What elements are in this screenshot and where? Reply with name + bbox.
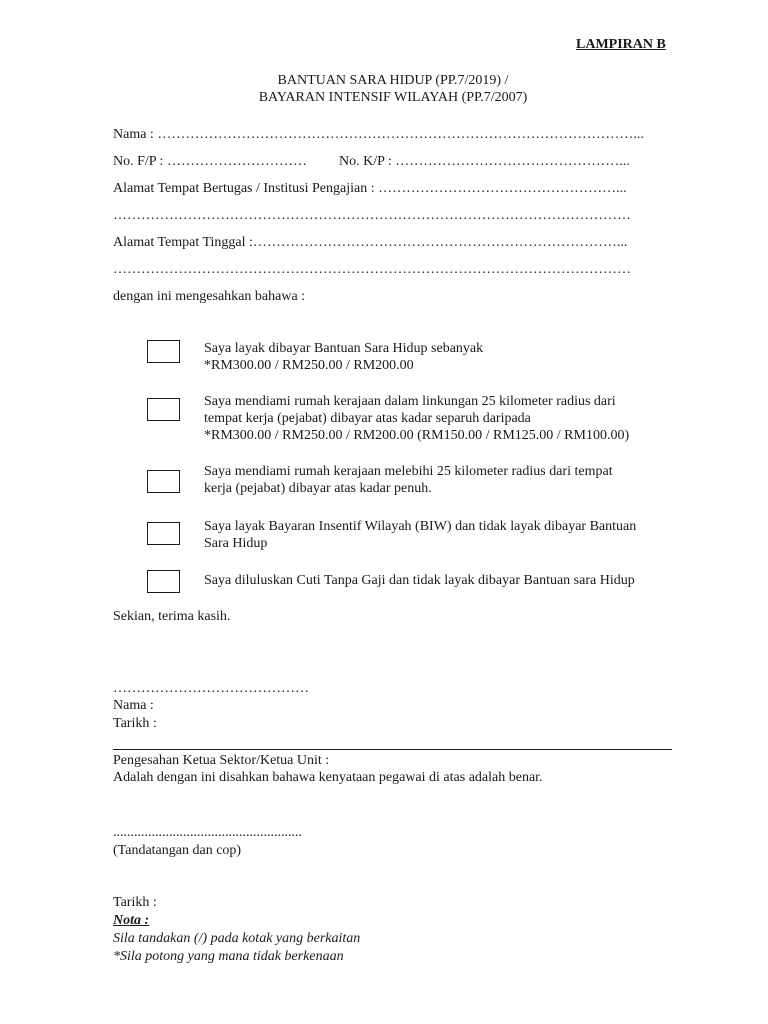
option-line: kerja (pejabat) dibayar atas kadar penuh. [204, 481, 432, 496]
pengesahan-heading: Pengesahan Ketua Sektor/Ketua Unit : [113, 753, 330, 768]
option-text-penuh [204, 463, 672, 497]
field-no-fp: No. F/P : ………………………… [113, 154, 307, 169]
option-text-biw [204, 518, 672, 552]
option-line: tempat kerja (pejabat) dibayar atas kadar separuh daripada [204, 411, 531, 426]
nota-label: Nota : [113, 913, 150, 928]
nota-line2: *Sila potong yang mana tidak berkenaan [113, 949, 344, 964]
nota-line1: Sila tandakan (/) pada kotak yang berkaitan [113, 931, 361, 946]
option-text-separuh [204, 393, 672, 444]
option-line: Saya diluluskan Cuti Tanpa Gaji dan tidak layak dibayar Bantuan sara Hidup [204, 573, 635, 588]
lampiran-label: LAMPIRAN B [576, 37, 666, 52]
option-checkbox-ctg[interactable] [147, 570, 180, 593]
option-checkbox-penuh[interactable] [147, 470, 180, 493]
option-line: Sara Hidup [204, 536, 268, 551]
intro-text: dengan ini mengesahkan bahawa : [113, 289, 306, 304]
form-title-line2: BAYARAN INTENSIF WILAYAH (PP.7/2007) [258, 90, 528, 105]
field-alamat-tinggal-cont: ………………………………………………………………………………………………… [113, 262, 631, 277]
option-checkbox-bsh[interactable] [147, 340, 180, 363]
pengesahan-signature-dots: ...................................................... [113, 825, 302, 840]
option-line: Saya layak Bayaran Insentif Wilayah (BIW) dan tidak layak dibayar Bantuan [204, 519, 637, 534]
form-title-line1: BANTUAN SARA HIDUP (PP.7/2019) / [277, 73, 509, 88]
option-text-ctg [204, 572, 672, 589]
option-text-bsh [204, 340, 672, 374]
option-line: *RM300.00 / RM250.00 / RM200.00 (RM150.00 / RM125.00 / RM100.00) [204, 428, 630, 443]
option-line: Saya layak dibayar Bantuan Sara Hidup sebanyak [204, 341, 484, 356]
signature-nama: Nama : [113, 698, 154, 713]
pengesahan-cop: (Tandatangan dan cop) [113, 843, 242, 858]
section-divider [113, 749, 672, 750]
option-checkbox-biw[interactable] [147, 522, 180, 545]
field-alamat-tinggal: Alamat Tempat Tinggal :……………………………………………………………………... [113, 235, 628, 250]
signature-dots: …………………………………… [113, 681, 309, 696]
field-alamat-bertugas-cont: ………………………………………………………………………………………………… [113, 208, 631, 223]
field-nama: Nama : …………………………………………………………………………………………... [113, 127, 644, 142]
option-line: *RM300.00 / RM250.00 / RM200.00 [204, 358, 414, 373]
option-line: Saya mendiami rumah kerajaan dalam linkungan 25 kilometer radius dari [204, 394, 616, 409]
field-alamat-bertugas: Alamat Tempat Bertugas / Institusi Pengajian : ……………………………………………... [113, 181, 627, 196]
field-no-kp: No. K/P : …………………………………………... [339, 154, 630, 169]
closing-text: Sekian, terima kasih. [113, 609, 231, 624]
signature-tarikh: Tarikh : [113, 716, 157, 731]
option-line: Saya mendiami rumah kerajaan melebihi 25 kilometer radius dari tempat [204, 464, 613, 479]
pengesahan-statement: Adalah dengan ini disahkan bahawa kenyataan pegawai di atas adalah benar. [113, 770, 543, 785]
pengesahan-tarikh: Tarikh : [113, 895, 157, 910]
option-checkbox-separuh[interactable] [147, 398, 180, 421]
